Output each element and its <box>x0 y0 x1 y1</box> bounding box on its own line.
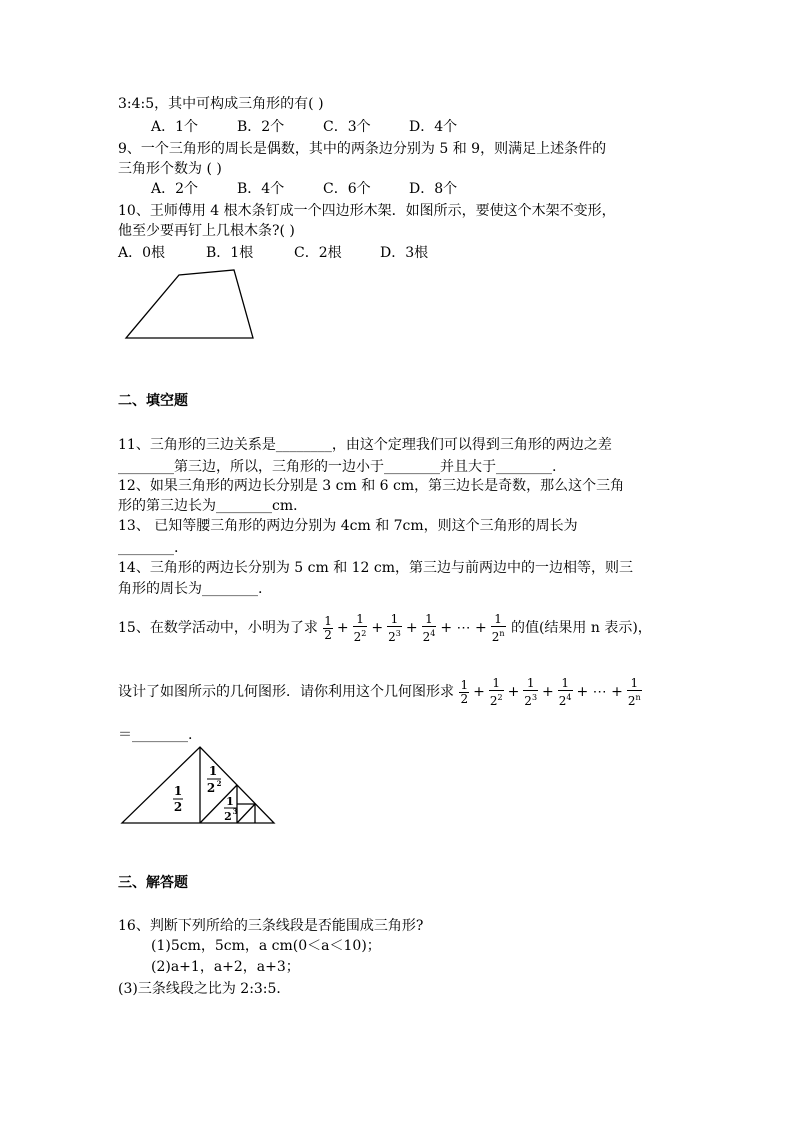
series-term-3: $\frac{1}{2^3}$ <box>388 611 401 644</box>
q9-options <box>151 179 457 199</box>
q16-text: 16、判断下列所给的三条线段是否能围成三角形? <box>118 918 424 934</box>
series2-term-1: $\frac{1}{2}$ <box>460 677 469 706</box>
svg-text:2: 2 <box>173 800 183 814</box>
q9-option-c: C．6个 <box>323 181 371 197</box>
q13-text-2: ________. <box>118 540 179 556</box>
series-term-4: $\frac{1}{2^4}$ <box>422 611 436 644</box>
series-term-2: $\frac{1}{2^2}$ <box>353 611 367 644</box>
q15-answer-blank: ＝________. <box>118 727 193 743</box>
q16-part-2: (2)a+1，a+2，a+3； <box>151 959 300 975</box>
q8-option-d: D．4个 <box>409 119 458 135</box>
q12-text-2: 形的第三边长为________cm． <box>118 498 308 514</box>
q8-options <box>151 117 457 137</box>
quadrilateral-figure <box>120 268 260 344</box>
q14-text-2: 角形的周长为________. <box>118 581 263 597</box>
quadrilateral-shape <box>126 270 253 338</box>
series-term-1: $\frac{1}{2}$ <box>324 613 332 642</box>
section-title-solve: 三、解答题 <box>118 875 188 891</box>
q11-text-1: 11、三角形的三边关系是________，由这个定理我们可以得到三角形的两边之差 <box>118 437 612 453</box>
q8-tail: 3:4:5，其中可构成三角形的有( ) <box>118 96 324 112</box>
q15-prefix: 15、在数学活动中，小明为了求 <box>118 620 318 636</box>
q9-option-b: B．4个 <box>237 181 285 197</box>
q9-option-d: D．8个 <box>409 181 458 197</box>
label-one-quarter <box>207 764 222 795</box>
q9-text-1: 9、一个三角形的周长是偶数，其中的两条边分别为 5 和 9，则满足上述条件的 <box>118 141 607 157</box>
svg-text:2: 2 <box>206 781 216 795</box>
q15-text-2: 设计了如图所示的几何图形．请你利用这个几何图形求 $\frac{1}{2}$ + $\frac{1}{2^2}$ + $\frac{1}{2^3}$ + $\frac{1}{2^4}$ + ⋯ + $\frac{1}{2^n}$ <box>118 675 641 708</box>
q10-option-c: C．2根 <box>294 245 342 261</box>
q8-option-c: C．3个 <box>323 119 371 135</box>
series2-term-4: $\frac{1}{2^4}$ <box>558 675 572 708</box>
q9-text-2: 三角形个数为 ( ) <box>118 161 222 177</box>
q10-options <box>118 243 428 263</box>
svg-text:3: 3 <box>232 807 238 816</box>
q16-part-1: (1)5cm，5cm，a cm(0＜a＜10)； <box>151 938 381 954</box>
svg-text:2: 2 <box>224 810 232 823</box>
q10-option-b: B．1根 <box>206 245 254 261</box>
q8-option-a: A．1个 <box>151 119 199 135</box>
svg-text:1: 1 <box>173 784 183 798</box>
q9-option-a: A．2个 <box>151 181 199 197</box>
series-term-n: $\frac{1}{2^n}$ <box>491 611 505 644</box>
series2-term-n: $\frac{1}{2^n}$ <box>627 675 641 708</box>
q8-option-b: B．2个 <box>237 119 285 135</box>
q11-text-2: ________第三边，所以，三角形的一边小于________并且大于________. <box>118 459 557 475</box>
q15-suffix: 的值(结果用 n 表示)， <box>510 620 652 636</box>
q10-text-1: 10、王师傅用 4 根木条钉成一个四边形木架．如图所示，要使这个木架不变形， <box>118 203 616 219</box>
svg-text:2: 2 <box>216 779 222 788</box>
label-one-eighth <box>224 795 238 823</box>
q15b-prefix: 设计了如图所示的几何图形．请你利用这个几何图形求 <box>118 684 454 700</box>
section-title-fill: 二、填空题 <box>118 393 188 409</box>
q13-text-1: 13、 已知等腰三角形的两边分别为 4cm 和 7cm，则这个三角形的周长为 <box>118 518 578 534</box>
figure-lines <box>122 747 274 823</box>
q15-text-1: 15、在数学活动中，小明为了求 $\frac{1}{2}$ + $\frac{1}{2^2}$ + $\frac{1}{2^3}$ + $\frac{1}{2^4}$ + ⋯ + $\frac{1}{2^n}$ 的值(结果用 n 表示)， <box>118 611 652 644</box>
series2-term-3: $\frac{1}{2^3}$ <box>524 675 538 708</box>
q16-part-3: (3)三条线段之比为 2:3:5． <box>118 981 291 997</box>
q14-text-1: 14、三角形的两边长分别为 5 cm 和 12 cm，第三边与前两边中的一边相等，则三 <box>118 560 634 576</box>
series2-term-2: $\frac{1}{2^2}$ <box>489 675 503 708</box>
q10-option-a: A．0根 <box>118 245 166 261</box>
label-one-half <box>173 784 183 814</box>
triangle-subdivision-figure <box>118 744 278 828</box>
svg-text:1: 1 <box>208 764 218 778</box>
q12-text-1: 12、如果三角形的两边长分别是 3 cm 和 6 cm，第三边长是奇数，那么这个三角 <box>118 478 625 494</box>
q10-text-2: 他至少要再钉上几根木条?( ) <box>118 223 295 239</box>
q10-option-d: D．3根 <box>380 245 429 261</box>
svg-text:1: 1 <box>226 795 234 808</box>
